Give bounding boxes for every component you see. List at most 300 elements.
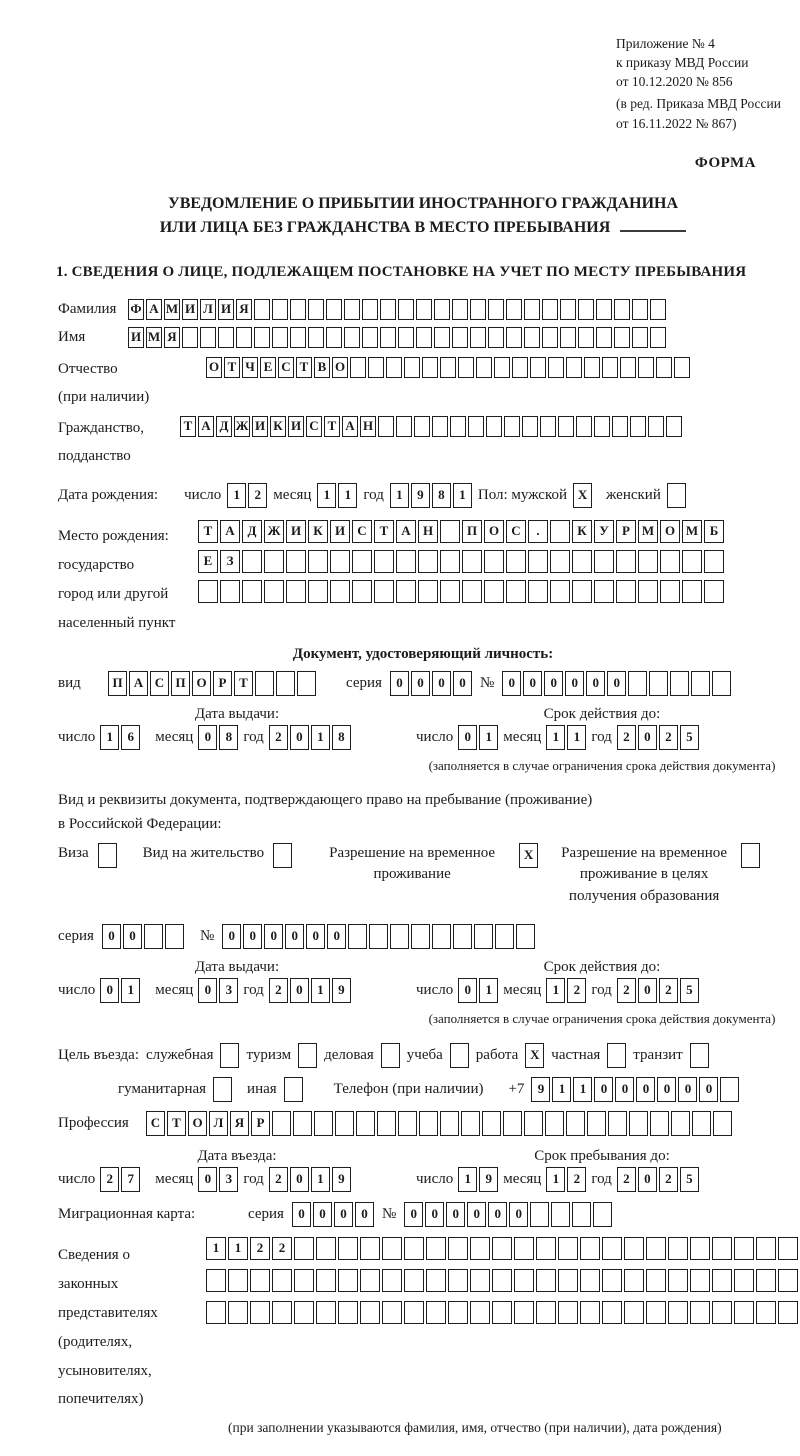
char-cell[interactable]: А	[342, 416, 358, 437]
char-cell[interactable]	[660, 550, 680, 573]
char-cell[interactable]: Т	[180, 416, 196, 437]
char-cell[interactable]	[264, 580, 284, 603]
char-cell[interactable]	[514, 1237, 534, 1260]
char-cell[interactable]: Я	[236, 299, 252, 320]
char-cell[interactable]	[396, 580, 416, 603]
char-cell[interactable]	[612, 416, 628, 437]
char-cell[interactable]: 3	[219, 1167, 238, 1192]
char-cell[interactable]	[514, 1269, 534, 1292]
char-cell[interactable]: О	[188, 1111, 207, 1136]
char-cell[interactable]: 0	[334, 1202, 353, 1227]
char-cell[interactable]	[386, 357, 402, 378]
char-cell[interactable]	[545, 1111, 564, 1136]
char-cell[interactable]	[488, 327, 504, 348]
char-cell[interactable]	[378, 416, 394, 437]
char-cell[interactable]: К	[270, 416, 286, 437]
char-cell[interactable]	[630, 416, 646, 437]
char-cell[interactable]	[368, 357, 384, 378]
char-cell[interactable]: 0	[509, 1202, 528, 1227]
char-cell[interactable]	[326, 299, 342, 320]
char-cell[interactable]: И	[330, 520, 350, 543]
char-cell[interactable]	[290, 299, 306, 320]
char-cell[interactable]: 0	[636, 1077, 655, 1102]
char-cell[interactable]	[382, 1269, 402, 1292]
char-cell[interactable]: 0	[285, 924, 304, 949]
char-cell[interactable]: 1	[100, 725, 119, 750]
char-cell[interactable]: .	[528, 520, 548, 543]
char-cell[interactable]	[198, 580, 218, 603]
char-cell[interactable]: 0	[355, 1202, 374, 1227]
char-cell[interactable]: О	[332, 357, 348, 378]
char-cell[interactable]	[614, 299, 630, 320]
char-cell[interactable]	[690, 1043, 709, 1068]
char-cell[interactable]	[200, 327, 216, 348]
char-cell[interactable]	[218, 327, 234, 348]
char-cell[interactable]	[293, 1111, 312, 1136]
char-cell[interactable]	[381, 1043, 400, 1068]
char-cell[interactable]: 1	[479, 978, 498, 1003]
char-cell[interactable]	[524, 327, 540, 348]
char-cell[interactable]	[330, 550, 350, 573]
char-cell[interactable]: И	[218, 299, 234, 320]
char-cell[interactable]	[144, 924, 163, 949]
char-cell[interactable]: М	[682, 520, 702, 543]
char-cell[interactable]	[670, 671, 689, 696]
char-cell[interactable]	[506, 550, 526, 573]
char-cell[interactable]: А	[396, 520, 416, 543]
char-cell[interactable]	[558, 1269, 578, 1292]
char-cell[interactable]: Р	[616, 520, 636, 543]
char-cell[interactable]	[398, 299, 414, 320]
char-cell[interactable]: Е	[260, 357, 276, 378]
char-cell[interactable]: О	[206, 357, 222, 378]
char-cell[interactable]	[712, 671, 731, 696]
char-cell[interactable]: Т	[324, 416, 340, 437]
char-cell[interactable]	[326, 327, 342, 348]
char-cell[interactable]	[607, 1043, 626, 1068]
char-cell[interactable]	[572, 580, 592, 603]
char-cell[interactable]: А	[146, 299, 162, 320]
char-cell[interactable]: Н	[418, 520, 438, 543]
char-cell[interactable]	[254, 327, 270, 348]
char-cell[interactable]: П	[171, 671, 190, 696]
char-cell[interactable]	[396, 550, 416, 573]
char-cell[interactable]	[474, 924, 493, 949]
char-cell[interactable]	[294, 1237, 314, 1260]
char-cell[interactable]	[316, 1237, 336, 1260]
char-cell[interactable]	[461, 1111, 480, 1136]
char-cell[interactable]: 0	[586, 671, 605, 696]
char-cell[interactable]: 2	[617, 978, 636, 1003]
char-cell[interactable]	[440, 550, 460, 573]
char-cell[interactable]: С	[352, 520, 372, 543]
char-cell[interactable]: 0	[638, 1167, 657, 1192]
char-cell[interactable]	[668, 1269, 688, 1292]
char-cell[interactable]: 0	[615, 1077, 634, 1102]
char-cell[interactable]: 0	[594, 1077, 613, 1102]
char-cell[interactable]	[338, 1301, 358, 1324]
char-cell[interactable]: Ж	[234, 416, 250, 437]
char-cell[interactable]	[632, 299, 648, 320]
char-cell[interactable]	[462, 550, 482, 573]
char-cell[interactable]	[362, 327, 378, 348]
char-cell[interactable]	[338, 1237, 358, 1260]
char-cell[interactable]	[426, 1301, 446, 1324]
char-cell[interactable]	[492, 1301, 512, 1324]
char-cell[interactable]	[272, 1301, 292, 1324]
char-cell[interactable]	[272, 299, 288, 320]
char-cell[interactable]	[470, 1237, 490, 1260]
char-cell[interactable]	[638, 550, 658, 573]
char-cell[interactable]: Д	[242, 520, 262, 543]
char-cell[interactable]: Ф	[128, 299, 144, 320]
char-cell[interactable]: 0	[264, 924, 283, 949]
char-cell[interactable]: 0	[198, 1167, 217, 1192]
char-cell[interactable]	[778, 1301, 798, 1324]
char-cell[interactable]: 0	[607, 671, 626, 696]
char-cell[interactable]	[503, 1111, 522, 1136]
char-cell[interactable]	[182, 327, 198, 348]
char-cell[interactable]: 1	[227, 483, 246, 508]
char-cell[interactable]	[298, 1043, 317, 1068]
char-cell[interactable]	[486, 416, 502, 437]
char-cell[interactable]	[548, 357, 564, 378]
char-cell[interactable]: С	[146, 1111, 165, 1136]
char-cell[interactable]	[470, 1269, 490, 1292]
char-cell[interactable]	[396, 416, 412, 437]
char-cell[interactable]: 2	[659, 1167, 678, 1192]
char-cell[interactable]: 0	[222, 924, 241, 949]
char-cell[interactable]: 0	[198, 725, 217, 750]
char-cell[interactable]: 0	[458, 978, 477, 1003]
char-cell[interactable]	[228, 1269, 248, 1292]
char-cell[interactable]: X	[573, 483, 592, 508]
char-cell[interactable]: X	[519, 843, 538, 868]
char-cell[interactable]: 0	[198, 978, 217, 1003]
char-cell[interactable]: С	[306, 416, 322, 437]
char-cell[interactable]: Ч	[242, 357, 258, 378]
char-cell[interactable]	[380, 299, 396, 320]
char-cell[interactable]	[316, 1269, 336, 1292]
char-cell[interactable]	[494, 357, 510, 378]
char-cell[interactable]: Т	[198, 520, 218, 543]
char-cell[interactable]	[624, 1237, 644, 1260]
char-cell[interactable]	[608, 1111, 627, 1136]
char-cell[interactable]: 0	[657, 1077, 676, 1102]
char-cell[interactable]	[602, 1269, 622, 1292]
char-cell[interactable]	[712, 1301, 732, 1324]
char-cell[interactable]	[356, 1111, 375, 1136]
char-cell[interactable]	[558, 1301, 578, 1324]
char-cell[interactable]	[316, 1301, 336, 1324]
char-cell[interactable]	[506, 299, 522, 320]
char-cell[interactable]: 2	[272, 1237, 292, 1260]
char-cell[interactable]: 9	[531, 1077, 550, 1102]
char-cell[interactable]: 9	[479, 1167, 498, 1192]
char-cell[interactable]	[650, 1111, 669, 1136]
char-cell[interactable]: И	[128, 327, 144, 348]
char-cell[interactable]: 2	[248, 483, 267, 508]
char-cell[interactable]	[470, 327, 486, 348]
char-cell[interactable]	[756, 1237, 776, 1260]
char-cell[interactable]: З	[220, 550, 240, 573]
char-cell[interactable]	[377, 1111, 396, 1136]
char-cell[interactable]	[668, 1301, 688, 1324]
char-cell[interactable]	[734, 1269, 754, 1292]
char-cell[interactable]: 0	[327, 924, 346, 949]
char-cell[interactable]	[448, 1301, 468, 1324]
char-cell[interactable]	[236, 327, 252, 348]
char-cell[interactable]	[649, 671, 668, 696]
char-cell[interactable]	[314, 1111, 333, 1136]
char-cell[interactable]	[671, 1111, 690, 1136]
char-cell[interactable]: 1	[567, 725, 586, 750]
char-cell[interactable]: 0	[290, 725, 309, 750]
char-cell[interactable]	[448, 1237, 468, 1260]
char-cell[interactable]: 0	[292, 1202, 311, 1227]
char-cell[interactable]: С	[150, 671, 169, 696]
char-cell[interactable]	[450, 1043, 469, 1068]
char-cell[interactable]	[668, 1237, 688, 1260]
char-cell[interactable]	[416, 327, 432, 348]
char-cell[interactable]: 1	[311, 978, 330, 1003]
char-cell[interactable]	[228, 1301, 248, 1324]
char-cell[interactable]: 1	[458, 1167, 477, 1192]
char-cell[interactable]: У	[594, 520, 614, 543]
char-cell[interactable]: 0	[411, 671, 430, 696]
char-cell[interactable]: 5	[680, 725, 699, 750]
char-cell[interactable]: О	[660, 520, 680, 543]
char-cell[interactable]	[690, 1237, 710, 1260]
char-cell[interactable]	[522, 416, 538, 437]
char-cell[interactable]: Т	[374, 520, 394, 543]
char-cell[interactable]: 0	[102, 924, 121, 949]
char-cell[interactable]	[530, 357, 546, 378]
char-cell[interactable]: 2	[269, 1167, 288, 1192]
char-cell[interactable]	[398, 327, 414, 348]
char-cell[interactable]	[242, 580, 262, 603]
char-cell[interactable]	[206, 1269, 226, 1292]
char-cell[interactable]	[468, 416, 484, 437]
char-cell[interactable]	[558, 1237, 578, 1260]
char-cell[interactable]	[308, 580, 328, 603]
char-cell[interactable]	[530, 1202, 549, 1227]
char-cell[interactable]	[691, 671, 710, 696]
char-cell[interactable]	[756, 1301, 776, 1324]
char-cell[interactable]	[404, 357, 420, 378]
char-cell[interactable]	[550, 520, 570, 543]
char-cell[interactable]: И	[252, 416, 268, 437]
char-cell[interactable]: 0	[306, 924, 325, 949]
char-cell[interactable]: П	[462, 520, 482, 543]
char-cell[interactable]	[614, 327, 630, 348]
char-cell[interactable]	[418, 550, 438, 573]
char-cell[interactable]	[462, 580, 482, 603]
char-cell[interactable]	[426, 1269, 446, 1292]
char-cell[interactable]: 3	[219, 978, 238, 1003]
char-cell[interactable]: 1	[479, 725, 498, 750]
char-cell[interactable]: 0	[100, 978, 119, 1003]
char-cell[interactable]	[536, 1237, 556, 1260]
char-cell[interactable]	[272, 327, 288, 348]
char-cell[interactable]: 0	[502, 671, 521, 696]
char-cell[interactable]	[734, 1237, 754, 1260]
char-cell[interactable]	[560, 327, 576, 348]
char-cell[interactable]	[550, 550, 570, 573]
char-cell[interactable]	[272, 1111, 291, 1136]
char-cell[interactable]	[620, 357, 636, 378]
char-cell[interactable]	[308, 299, 324, 320]
char-cell[interactable]: 0	[458, 725, 477, 750]
char-cell[interactable]	[628, 671, 647, 696]
char-cell[interactable]	[566, 357, 582, 378]
char-cell[interactable]: 2	[617, 725, 636, 750]
char-cell[interactable]	[638, 357, 654, 378]
char-cell[interactable]	[560, 299, 576, 320]
char-cell[interactable]	[616, 580, 636, 603]
char-cell[interactable]	[682, 550, 702, 573]
char-cell[interactable]: И	[288, 416, 304, 437]
char-cell[interactable]: 2	[250, 1237, 270, 1260]
char-cell[interactable]	[656, 357, 672, 378]
char-cell[interactable]: 2	[567, 1167, 586, 1192]
char-cell[interactable]	[432, 924, 451, 949]
char-cell[interactable]	[646, 1237, 666, 1260]
char-cell[interactable]	[419, 1111, 438, 1136]
char-cell[interactable]	[572, 550, 592, 573]
char-cell[interactable]: 1	[311, 1167, 330, 1192]
char-cell[interactable]: 0	[290, 1167, 309, 1192]
char-cell[interactable]	[434, 327, 450, 348]
char-cell[interactable]	[528, 580, 548, 603]
char-cell[interactable]	[512, 357, 528, 378]
char-cell[interactable]	[690, 1269, 710, 1292]
char-cell[interactable]	[514, 1301, 534, 1324]
char-cell[interactable]	[338, 1269, 358, 1292]
char-cell[interactable]: 0	[313, 1202, 332, 1227]
char-cell[interactable]: Ж	[264, 520, 284, 543]
char-cell[interactable]	[596, 299, 612, 320]
char-cell[interactable]	[418, 580, 438, 603]
char-cell[interactable]	[422, 357, 438, 378]
char-cell[interactable]: О	[484, 520, 504, 543]
char-cell[interactable]: 1	[317, 483, 336, 508]
char-cell[interactable]	[682, 580, 702, 603]
char-cell[interactable]	[551, 1202, 570, 1227]
char-cell[interactable]	[350, 357, 366, 378]
char-cell[interactable]	[650, 299, 666, 320]
char-cell[interactable]	[374, 550, 394, 573]
char-cell[interactable]	[398, 1111, 417, 1136]
char-cell[interactable]	[254, 299, 270, 320]
char-cell[interactable]	[290, 327, 306, 348]
char-cell[interactable]: 2	[659, 725, 678, 750]
char-cell[interactable]: X	[525, 1043, 544, 1068]
char-cell[interactable]	[542, 299, 558, 320]
char-cell[interactable]: Е	[198, 550, 218, 573]
char-cell[interactable]: 0	[638, 978, 657, 1003]
char-cell[interactable]: 8	[332, 725, 351, 750]
char-cell[interactable]: К	[572, 520, 592, 543]
char-cell[interactable]	[458, 357, 474, 378]
char-cell[interactable]	[294, 1301, 314, 1324]
char-cell[interactable]: М	[164, 299, 180, 320]
char-cell[interactable]: 0	[123, 924, 142, 949]
char-cell[interactable]	[593, 1202, 612, 1227]
char-cell[interactable]: 0	[290, 978, 309, 1003]
char-cell[interactable]: 1	[338, 483, 357, 508]
char-cell[interactable]	[572, 1202, 591, 1227]
char-cell[interactable]: 9	[332, 978, 351, 1003]
char-cell[interactable]: Л	[200, 299, 216, 320]
char-cell[interactable]	[380, 327, 396, 348]
char-cell[interactable]	[492, 1269, 512, 1292]
char-cell[interactable]	[576, 416, 592, 437]
char-cell[interactable]	[504, 416, 520, 437]
char-cell[interactable]	[297, 671, 316, 696]
char-cell[interactable]	[492, 1237, 512, 1260]
char-cell[interactable]: 0	[544, 671, 563, 696]
char-cell[interactable]: 9	[332, 1167, 351, 1192]
char-cell[interactable]	[650, 327, 666, 348]
char-cell[interactable]	[470, 299, 486, 320]
char-cell[interactable]	[578, 327, 594, 348]
char-cell[interactable]	[558, 416, 574, 437]
char-cell[interactable]	[440, 520, 460, 543]
char-cell[interactable]	[344, 327, 360, 348]
char-cell[interactable]	[369, 924, 388, 949]
char-cell[interactable]: 0	[565, 671, 584, 696]
char-cell[interactable]: 8	[219, 725, 238, 750]
char-cell[interactable]	[273, 843, 292, 868]
char-cell[interactable]: С	[278, 357, 294, 378]
char-cell[interactable]: В	[314, 357, 330, 378]
char-cell[interactable]	[632, 327, 648, 348]
char-cell[interactable]	[488, 299, 504, 320]
char-cell[interactable]	[411, 924, 430, 949]
char-cell[interactable]: А	[220, 520, 240, 543]
char-cell[interactable]	[250, 1269, 270, 1292]
char-cell[interactable]	[448, 1269, 468, 1292]
char-cell[interactable]: Н	[360, 416, 376, 437]
char-cell[interactable]: 0	[467, 1202, 486, 1227]
char-cell[interactable]	[264, 550, 284, 573]
char-cell[interactable]	[360, 1237, 380, 1260]
char-cell[interactable]	[594, 580, 614, 603]
char-cell[interactable]: 1	[228, 1237, 248, 1260]
char-cell[interactable]	[666, 416, 682, 437]
char-cell[interactable]	[98, 843, 117, 868]
char-cell[interactable]: 8	[432, 483, 451, 508]
char-cell[interactable]: 2	[617, 1167, 636, 1192]
char-cell[interactable]	[404, 1237, 424, 1260]
char-cell[interactable]	[284, 1077, 303, 1102]
char-cell[interactable]: Т	[234, 671, 253, 696]
char-cell[interactable]	[578, 299, 594, 320]
char-cell[interactable]	[580, 1269, 600, 1292]
char-cell[interactable]	[602, 1301, 622, 1324]
char-cell[interactable]: Т	[167, 1111, 186, 1136]
char-cell[interactable]: 0	[432, 671, 451, 696]
char-cell[interactable]: 0	[638, 725, 657, 750]
char-cell[interactable]	[426, 1237, 446, 1260]
char-cell[interactable]	[242, 550, 262, 573]
char-cell[interactable]	[542, 327, 558, 348]
char-cell[interactable]: И	[182, 299, 198, 320]
char-cell[interactable]	[778, 1237, 798, 1260]
char-cell[interactable]: 7	[121, 1167, 140, 1192]
char-cell[interactable]	[335, 1111, 354, 1136]
